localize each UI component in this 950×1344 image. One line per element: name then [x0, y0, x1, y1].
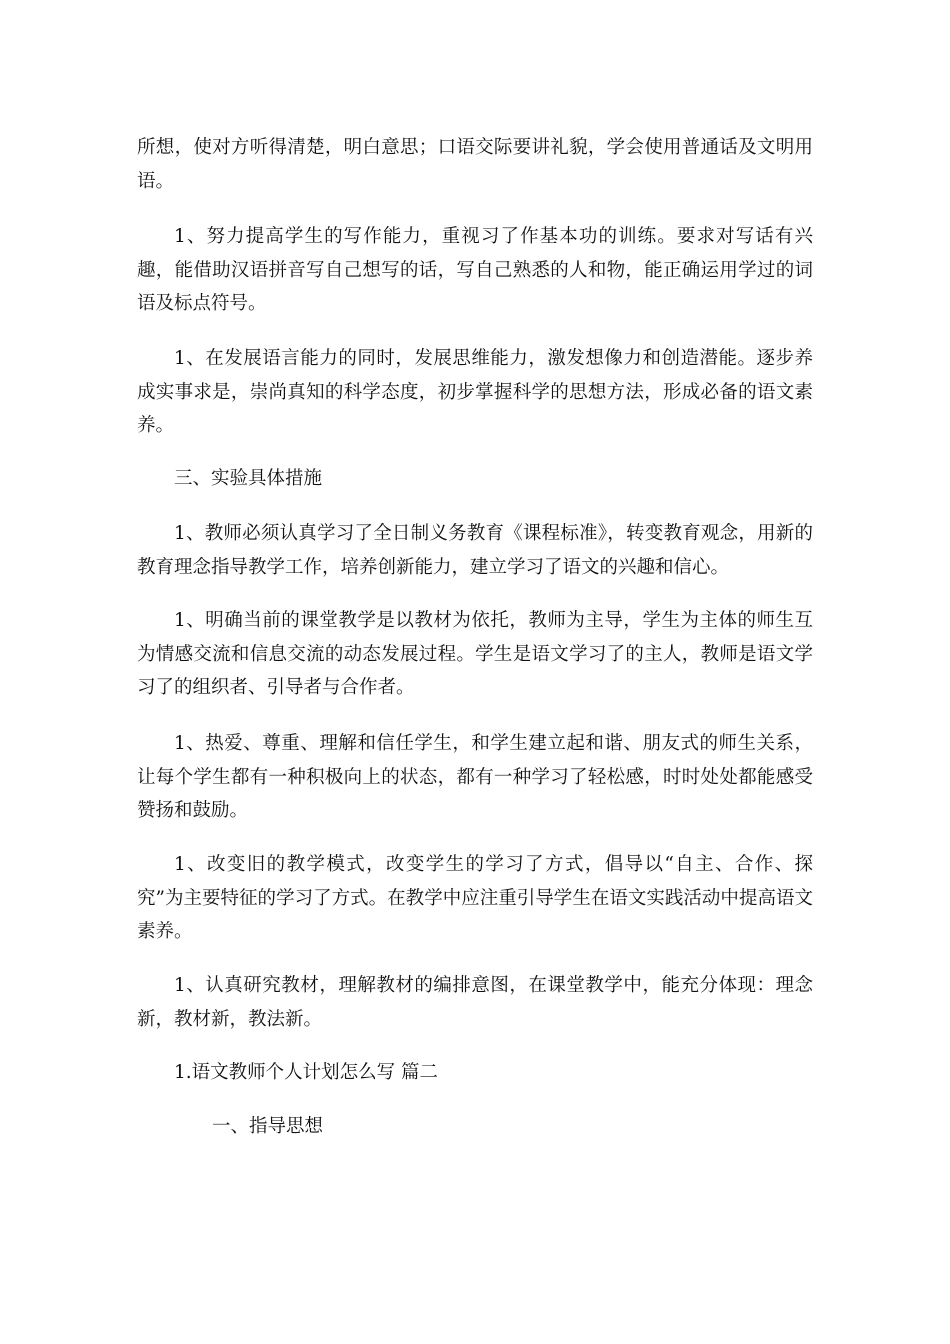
paragraph-curriculum-standard: 1、教师必须认真学习了全日制义务教育《课程标准》，转变教育观念，用新的教育理念指导教学工作，培养创新能力，建立学习了语文的兴趣和信心。	[137, 523, 813, 578]
paragraph-writing-ability: 1、努力提高学生的写作能力，重视习了作基本功的训练。要求对写话有兴趣，能借助汉语拼音写自己想写的话，写自己熟悉的人和物，能正确运用学过的词语及标点符号。	[137, 226, 813, 314]
paragraph-classroom-teaching: 1、明确当前的课堂教学是以教材为依托，教师为主导，学生为主体的师生互为情感交流和信息交流的动态发展过程。学生是语文学习了的主人，教师是语文学习了的组织者、引导者与合作者。	[137, 610, 813, 698]
subsection-title: 一、指导思想	[212, 1116, 324, 1137]
paragraph-teacher-student-relation: 1、热爱、尊重、理解和信任学生，和学生建立起和谐、朋友式的师生关系，让每个学生都有一种积极向上的状态，都有一种学习了轻松感，时时处处都能感受赞扬和鼓励。	[137, 733, 813, 821]
heading-measures: 三、实验具体措施	[174, 468, 323, 489]
paragraph-study-textbook: 1、认真研究教材，理解教材的编排意图，在课堂教学中，能充分体现：理念新，教材新，教法新。	[137, 975, 813, 1030]
section-title: 1.语文教师个人计划怎么写 篇二	[174, 1062, 439, 1083]
paragraph-learning-style: 1、改变旧的教学模式，改变学生的学习了方式，倡导以“自主、合作、探究”为主要特征的学习了方式。在教学中应注重引导学生在语文实践活动中提高语文素养。	[137, 854, 813, 942]
paragraph-continuation: 所想，使对方听得清楚，明白意思；口语交际要讲礼貌，学会使用普通话及文明用语。	[137, 137, 813, 192]
paragraph-thinking-ability: 1、在发展语言能力的同时，发展思维能力，激发想像力和创造潜能。逐步养成实事求是，崇尚真知的科学态度，初步掌握科学的思想方法，形成必备的语文素养。	[137, 348, 813, 436]
